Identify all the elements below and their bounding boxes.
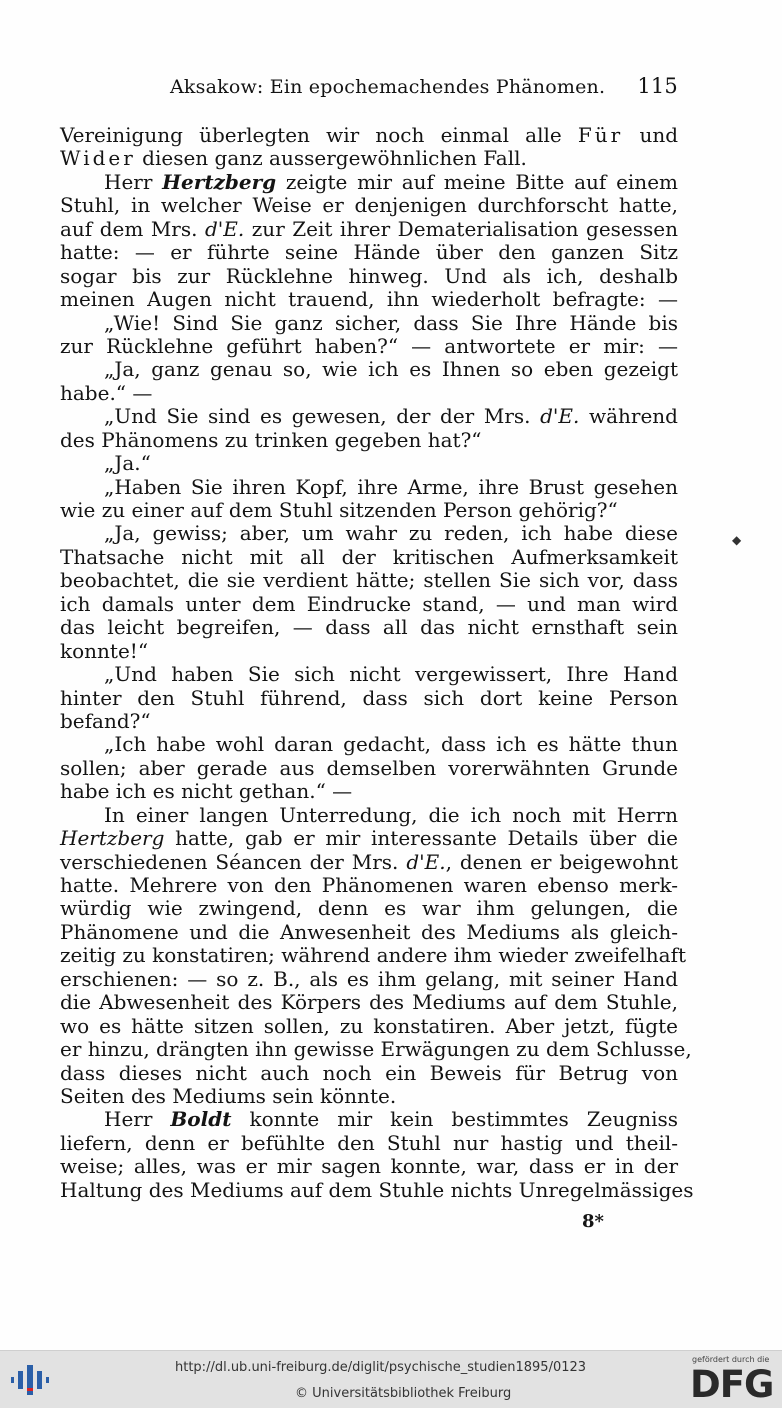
text-segment: Herr — [104, 169, 163, 194]
text-segment: er hinzu, drängten ihn gewisse Erwägungen zu dem Schlusse, — [60, 1037, 692, 1062]
text-segment: befand?“ — [60, 708, 151, 733]
text-segment: hatte, gab er mir interessante Details über die — [164, 826, 678, 851]
text-segment: weise; alles, was er mir sagen konnte, war, dass er in der — [60, 1154, 678, 1179]
text-line — [60, 851, 678, 874]
dfg-logo-text: DFG — [690, 1363, 774, 1406]
text-line — [60, 1108, 678, 1131]
text-segment: hatte. Mehrere von den Phänomenen waren ebenso merk- — [60, 873, 678, 897]
text-segment: Phänomene und die Anwesenheit des Mediums als gleich- — [60, 919, 678, 944]
text-segment: habe ich es nicht gethan.“ — — [60, 779, 353, 804]
text-segment: hatte: — er führte seine Hände über den ganzen Sitz — [60, 240, 678, 265]
text-line — [60, 710, 678, 733]
text-line — [60, 640, 678, 663]
text-segment: , denen er beigewohnt — [445, 849, 678, 874]
dfg-logo — [690, 1355, 776, 1405]
text-segment: und — [623, 123, 679, 147]
text-line — [60, 1132, 678, 1155]
page-number: 115 — [637, 74, 678, 98]
text-segment: habe.“ — — [60, 380, 153, 405]
text-segment: erschienen: — so z. B., als es ihm gelang, mit seiner Hand — [60, 966, 678, 991]
text-segment: Hertzberg — [162, 169, 277, 194]
text-segment: diesen ganz aussergewöhnlichen Fall. — [135, 146, 527, 171]
text-segment: konnte!“ — [60, 638, 149, 663]
text-segment: In einer langen Unterredung, die ich noch mit Herrn — [104, 802, 678, 827]
text-line — [60, 663, 678, 686]
text-segment: d'E. — [205, 216, 245, 241]
text-segment: Wider — [60, 146, 136, 171]
text-line — [60, 569, 678, 592]
text-line — [60, 897, 678, 920]
text-line — [60, 194, 678, 217]
text-segment: während — [579, 404, 678, 429]
text-segment: d'E. — [406, 849, 446, 874]
text-line — [60, 522, 678, 545]
text-line — [60, 1015, 678, 1038]
text-line — [60, 943, 687, 968]
text-segment: Seiten des Mediums sein könnte. — [60, 1083, 397, 1108]
text-line — [60, 687, 678, 710]
text-segment: Thatsache nicht mit all der kritischen Aufmerksamkeit — [60, 544, 678, 569]
text-segment: sollen; aber gerade aus demselben vorerwähnten Grunde — [60, 755, 678, 780]
text-segment: hinter den Stuhl führend, dass sich dort keine Person — [60, 685, 678, 710]
text-line — [60, 968, 678, 991]
text-line — [60, 429, 678, 452]
text-line — [60, 218, 678, 241]
running-title: Aksakow: Ein epochemachendes Phänomen. — [170, 76, 606, 98]
text-segment: die Abwesenheit des Körpers des Mediums auf dem Stuhle, — [60, 990, 678, 1015]
text-segment: „Ich habe wohl daran gedacht, dass ich es hätte thun — [104, 732, 678, 757]
running-header — [170, 74, 680, 104]
body-text — [60, 123, 694, 1202]
dfg-funding-note: gefördert durch die — [692, 1355, 770, 1364]
text-segment: zeitig zu konstatiren; während andere ihm wieder zweifelhaft — [60, 943, 687, 968]
text-line — [60, 452, 678, 475]
text-segment: wie zu einer auf dem Stuhl sitzenden Person gehörig?“ — [60, 498, 618, 522]
text-line — [60, 382, 678, 405]
text-line — [60, 1177, 694, 1202]
text-segment: dass dieses nicht auch noch ein Beweis für Betrug von — [60, 1060, 678, 1085]
text-segment: „Und Sie sind es gewesen, der der Mrs. — [104, 404, 541, 429]
text-segment: Für — [577, 123, 624, 147]
text-line — [60, 241, 678, 264]
text-segment: „Und haben Sie sich nicht vergewissert, Ihre Hand — [104, 662, 678, 687]
copyright-text: © Universitätsbibliothek Freiburg — [295, 1386, 512, 1401]
text-segment: Hertzberg — [60, 826, 165, 851]
text-line — [60, 827, 678, 850]
text-line — [60, 147, 678, 170]
text-segment: beobachtet, die sie verdient hätte; stellen Sie sich vor, dass — [60, 568, 678, 593]
text-line — [60, 335, 678, 358]
text-segment: d'E. — [540, 404, 580, 429]
signature-mark: 8* — [582, 1211, 604, 1232]
text-line — [60, 1155, 678, 1178]
text-line — [60, 804, 678, 827]
text-line — [60, 312, 678, 335]
text-segment: meinen Augen nicht trauend, ihn wiederholt befragte: — — [60, 287, 678, 312]
text-segment: zeigte mir auf meine Bitte auf einem — [276, 169, 678, 194]
text-line — [60, 1037, 692, 1062]
text-line — [60, 780, 678, 803]
text-segment: würdig wie zwingend, denn es war ihm gelungen, die — [60, 896, 678, 921]
text-line — [60, 124, 678, 147]
text-line — [60, 1085, 678, 1108]
text-segment: Herr — [104, 1107, 171, 1132]
text-line — [60, 921, 678, 944]
text-line — [60, 1062, 678, 1085]
text-line — [60, 499, 678, 522]
text-segment: ich damals unter dem Eindrucke stand, — und man wird — [60, 591, 678, 616]
viewer-footer — [0, 1350, 782, 1408]
text-line — [60, 476, 678, 499]
text-segment: „Ja, ganz genau so, wie ich es Ihnen so eben gezeigt — [104, 357, 678, 382]
text-segment: Vereinigung überlegten wir noch einmal alle — [60, 123, 578, 147]
text-segment: zur Zeit ihrer Dematerialisation gesessen — [244, 216, 679, 241]
text-segment: „Ja, gewiss; aber, um wahr zu reden, ich habe diese — [104, 521, 678, 546]
text-line — [60, 991, 678, 1014]
text-segment: liefern, denn er befühlte den Stuhl nur hastig und theil- — [60, 1130, 678, 1155]
text-segment: auf dem Mrs. — [60, 216, 205, 241]
text-line — [60, 757, 678, 780]
text-segment: wo es hätte sitzen sollen, zu konstatiren. Aber jetzt, fügte — [60, 1013, 678, 1038]
text-line — [60, 405, 678, 428]
text-segment: zur Rücklehne geführt haben?“ — antwortete er mir: — — [60, 333, 678, 358]
library-logo-icon — [11, 1363, 49, 1397]
text-line — [60, 616, 678, 639]
text-line — [60, 171, 678, 194]
text-line — [60, 874, 678, 897]
text-segment: „Haben Sie ihren Kopf, ihre Arme, ihre Brust gesehen — [104, 474, 678, 499]
text-segment: das leicht begreifen, — dass all das nicht ernsthaft sein — [60, 615, 678, 640]
text-line — [60, 593, 678, 616]
text-line — [60, 358, 678, 381]
text-segment: „Wie! Sind Sie ganz sicher, dass Sie Ihre Hände bis — [104, 310, 678, 335]
margin-mark: ◆ — [732, 533, 742, 547]
text-segment: „Ja.“ — [104, 451, 151, 476]
text-segment: Stuhl, in welcher Weise er denjenigen durchforscht hatte, — [60, 193, 678, 218]
text-line — [60, 288, 678, 311]
text-segment: konnte mir kein bestimmtes Zeugniss — [231, 1107, 678, 1132]
text-segment: sogar bis zur Rücklehne hinweg. Und als ich, deshalb — [60, 263, 678, 288]
text-segment: des Phänomens zu trinken gegeben hat?“ — [60, 427, 482, 452]
text-line — [60, 265, 678, 288]
text-line — [60, 546, 678, 569]
text-line — [60, 733, 678, 756]
source-url-link[interactable]: http://dl.ub.uni-freiburg.de/diglit/psychische_studien1895/0123 — [175, 1360, 587, 1375]
text-segment: Haltung des Mediums auf dem Stuhle nichts Unregelmässiges — [60, 1177, 694, 1202]
text-segment: Boldt — [170, 1107, 232, 1132]
text-segment: verschiedenen Séancen der Mrs. — [60, 849, 407, 874]
